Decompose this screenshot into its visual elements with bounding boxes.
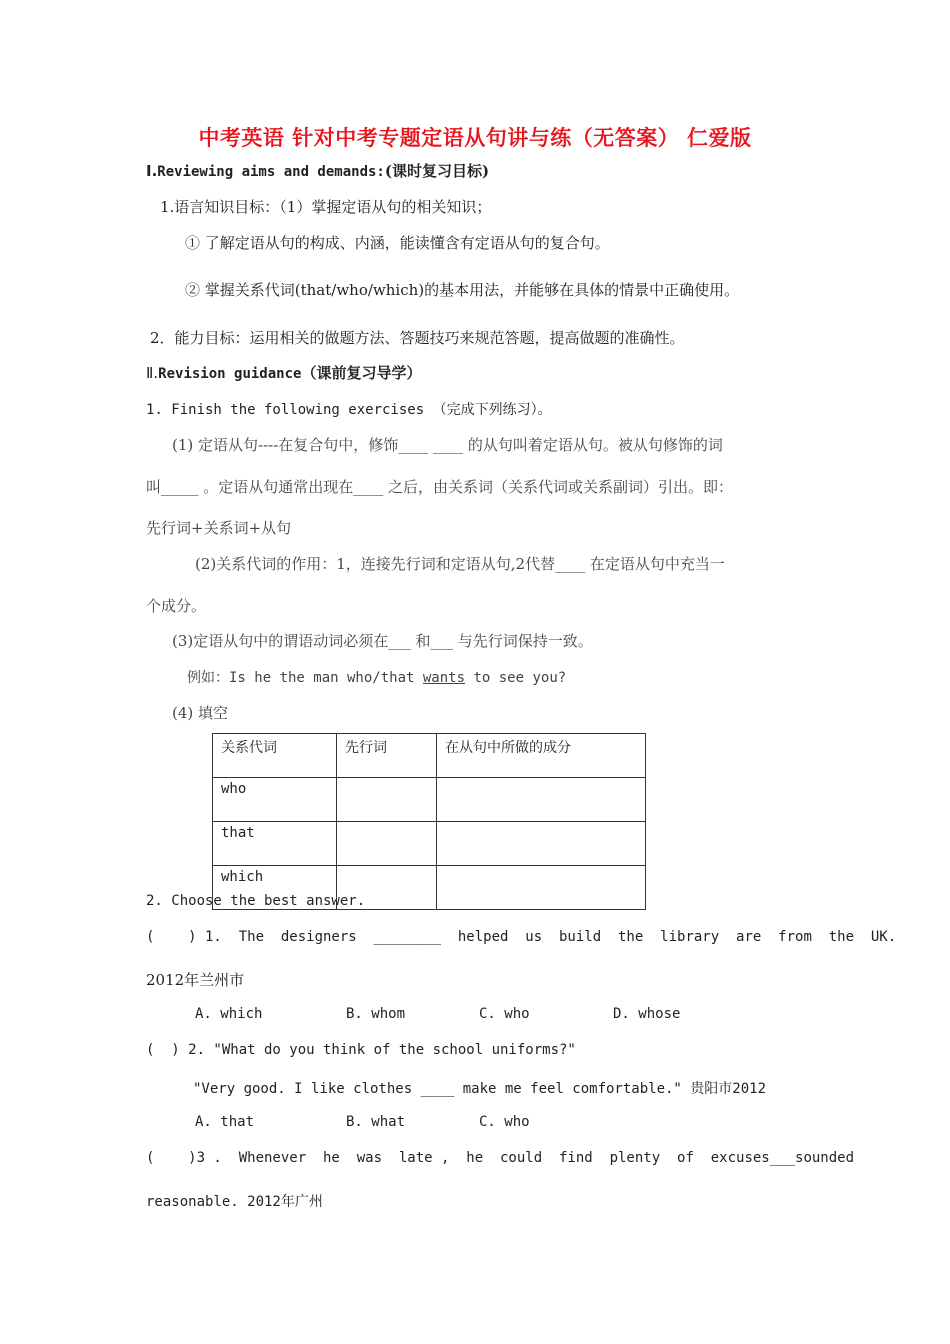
question-2-stem: ( ) 2. "What do you think of the school uniforms?" bbox=[146, 1042, 576, 1058]
aim-sub-2: ② 掌握关系代词(that/who/which)的基本用法，并能够在具体的情景中正确使用。 bbox=[185, 281, 740, 299]
question-2-option[interactable]: B. what bbox=[346, 1114, 406, 1130]
aim-sub-1: ① 了解定语从句的构成、内涵，能读懂含有定语从句的复合句。 bbox=[185, 234, 610, 252]
aim-item-2: 2．能力目标：运用相关的做题方法、答题技巧来规范答题，提高做题的准确性。 bbox=[150, 329, 685, 347]
paragraph-1-line-3: 先行词+关系词+从句 bbox=[146, 519, 292, 537]
section1-roman: Ⅰ. bbox=[146, 162, 158, 180]
table-header-cell: 先行词 bbox=[337, 734, 437, 778]
question-1-stem: ( ) 1. The designers ________ helped us build the library are from the UK. bbox=[146, 929, 897, 945]
question-1-option[interactable]: C. who bbox=[479, 1006, 530, 1022]
question-1-source: 2012年兰州市 bbox=[146, 971, 245, 989]
paragraph-1-line-1: (1) 定语从句----在复合句中，修饰____ ____ 的从句叫着定语从句。被从句修饰的词 bbox=[172, 436, 723, 454]
question-2-option[interactable]: C. who bbox=[479, 1114, 530, 1130]
section1-heading-en: Reviewing aims and demands: bbox=[157, 164, 385, 180]
section2-heading-cn: （课前复习导学） bbox=[301, 364, 422, 382]
table-cell: that bbox=[213, 822, 337, 866]
example-sentence bbox=[187, 667, 566, 687]
table-cell: which bbox=[213, 866, 337, 910]
section1-heading-cn: (课时复习目标) bbox=[384, 162, 490, 180]
paragraph-2-line-1: (2)关系代词的作用：1，连接先行词和定语从句,2代替____ 在定语从句中充当一 bbox=[195, 555, 725, 573]
table-cell-blank[interactable] bbox=[337, 822, 437, 866]
paragraph-4: (4) 填空 bbox=[172, 704, 229, 722]
question-1-option[interactable]: D. whose bbox=[613, 1006, 681, 1022]
question-1-option[interactable]: B. whom bbox=[346, 1006, 406, 1022]
section2-heading bbox=[146, 362, 421, 383]
page-title: 中考英语 针对中考专题定语从句讲与练（无答案） 仁爱版 bbox=[198, 126, 752, 150]
relative-pronoun-table bbox=[212, 733, 646, 910]
question-1-option[interactable]: A. which bbox=[195, 1006, 263, 1022]
exercise-2-heading: 2. Choose the best answer. bbox=[146, 893, 366, 909]
table-header-row bbox=[213, 734, 646, 778]
table-row bbox=[213, 822, 646, 866]
question-2-line-2: "Very good. I like clothes ____ make me feel comfortable." 贵阳市2012 bbox=[193, 1081, 767, 1097]
table-row bbox=[213, 778, 646, 822]
paragraph-1-line-2: 叫_____ 。定语从句通常出现在____ 之后，由关系词（关系代词或关系副词）引出。即： bbox=[146, 478, 734, 496]
aim-item-1: 1.语言知识目标：（1）掌握定语从句的相关知识； bbox=[160, 198, 492, 216]
question-3-stem: ( )3 . Whenever he was late , he could find plenty of excuses___sounded bbox=[146, 1150, 855, 1166]
section2-roman: Ⅱ. bbox=[146, 364, 159, 382]
example-suffix: to see you? bbox=[465, 670, 567, 686]
table-cell-blank[interactable] bbox=[337, 778, 437, 822]
table-header-cell: 关系代词 bbox=[213, 734, 337, 778]
example-prefix: 例如：Is he the man who/that bbox=[187, 670, 423, 686]
section1-heading bbox=[146, 160, 489, 181]
table-cell-blank[interactable] bbox=[437, 822, 646, 866]
table-cell-blank[interactable] bbox=[437, 778, 646, 822]
paragraph-2-line-2: 个成分。 bbox=[146, 597, 207, 615]
exercise-1-heading: 1. Finish the following exercises （完成下列练习）。 bbox=[146, 402, 552, 418]
question-3-line-2: reasonable. 2012年广州 bbox=[146, 1194, 323, 1210]
paragraph-3: (3)定语从句中的谓语动词必须在___ 和___ 与先行词保持一致。 bbox=[172, 632, 593, 650]
table-header-cell: 在从句中所做的成分 bbox=[437, 734, 646, 778]
table-cell: who bbox=[213, 778, 337, 822]
question-2-option[interactable]: A. that bbox=[195, 1114, 255, 1130]
table-cell-blank[interactable] bbox=[437, 866, 646, 910]
section2-heading-en: Revision guidance bbox=[158, 366, 302, 382]
example-underlined-word: wants bbox=[422, 670, 466, 686]
